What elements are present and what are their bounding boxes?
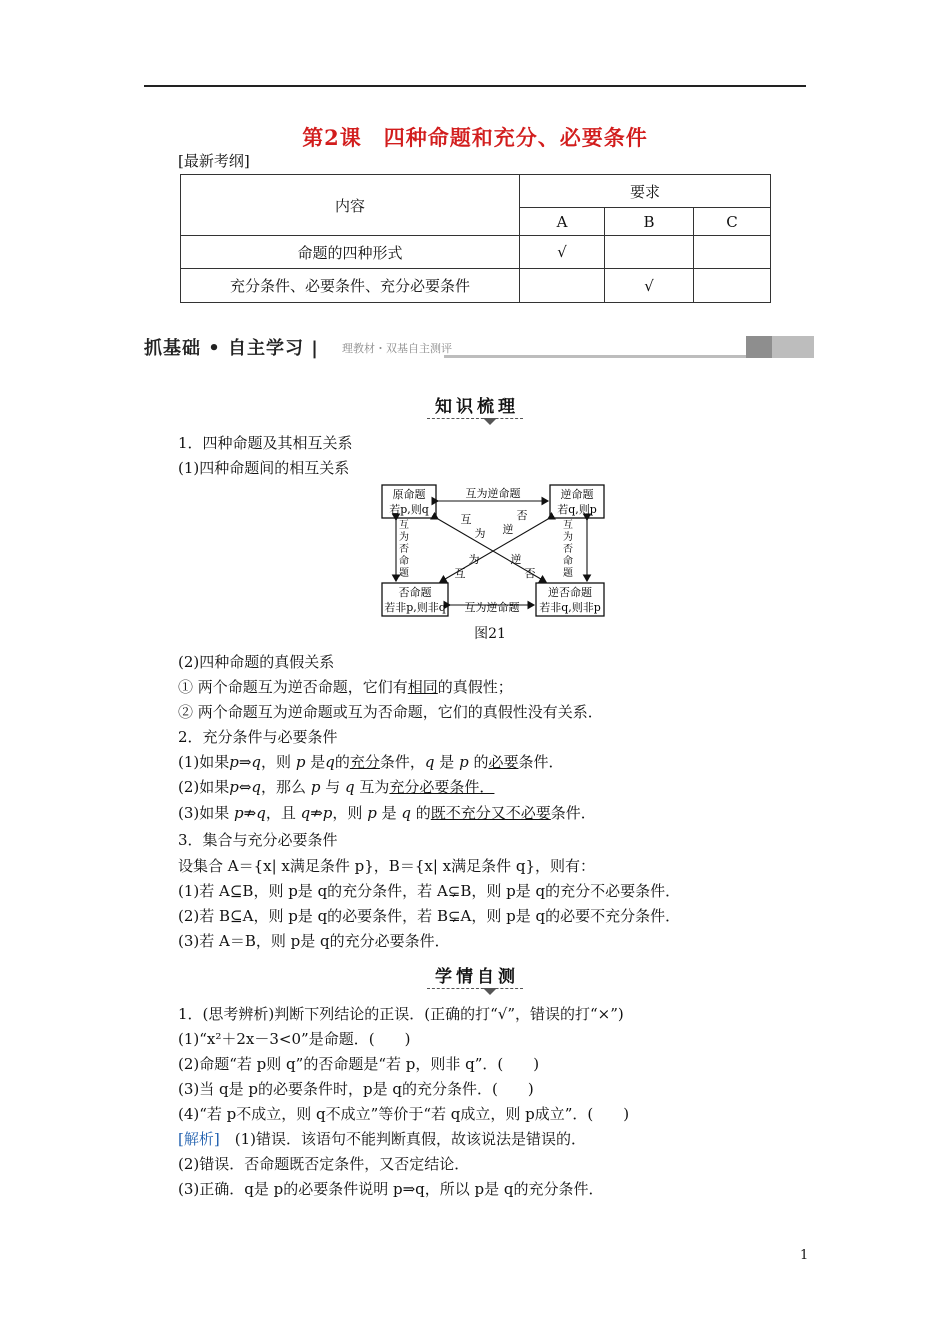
k-heading-1-1: (1)四种命题间的相互关系 bbox=[178, 459, 350, 477]
diag1-3: 否 bbox=[524, 567, 536, 580]
band-subtitle: 理教材・双基自主测评 bbox=[342, 342, 452, 355]
k-suff-2: (2)如果p⇔q，那么 p 与 q 互为充分必要条件． bbox=[178, 778, 495, 796]
answer-1: [解析] (1)错误．该语句不能判断真假，故该说法是错误的． bbox=[178, 1130, 586, 1148]
k-set-1: (1)若 A⊆B，则 p是 q的充分条件，若 A⊊B，则 p是 q的充分不必要条件． bbox=[178, 882, 681, 900]
page-number: 1 bbox=[800, 1248, 809, 1263]
row-c bbox=[694, 269, 771, 303]
answer-2: (2)错误．否命题既否定条件，又否定结论． bbox=[178, 1155, 470, 1173]
section-band bbox=[144, 334, 814, 358]
k-suff-1: (1)如果p⇒q，则 p 是q的充分条件，q 是 p 的必要条件． bbox=[178, 753, 564, 771]
k-suff-3: (3)如果 p⇏q，且 q⇏p，则 p 是 q 的既不充分又不必要条件． bbox=[178, 804, 596, 822]
diag2-0: 互 bbox=[454, 567, 466, 580]
label-right-0: 互 bbox=[563, 520, 573, 531]
box-contra-line2: 若非q,则非p bbox=[539, 601, 601, 614]
row-b bbox=[605, 236, 694, 269]
row-a bbox=[520, 269, 605, 303]
level-a: A bbox=[520, 208, 605, 236]
k-set-0: 设集合 A＝{x| x满足条件 p}，B＝{x| x满足条件 q}，则有： bbox=[178, 857, 596, 875]
k-heading-1-2: (2)四种命题的真假关系 bbox=[178, 653, 335, 671]
requirements-table bbox=[180, 174, 771, 303]
label-right-2: 否 bbox=[563, 544, 573, 555]
diag2-1: 为 bbox=[468, 553, 480, 566]
header-rule bbox=[144, 85, 806, 87]
k-heading-3: 3．集合与充分必要条件 bbox=[178, 831, 338, 849]
box-inverse-line1: 否命题 bbox=[398, 586, 432, 599]
analysis-tag: [解析] bbox=[178, 1130, 220, 1148]
label-right-3: 命 bbox=[563, 556, 573, 567]
box-converse-line1: 逆命题 bbox=[560, 488, 594, 501]
label-top: 互为逆命题 bbox=[465, 487, 521, 500]
page-title: 第2课 四种命题和充分、必要条件 bbox=[302, 125, 648, 150]
k-set-3: (3)若 A＝B，则 p是 q的充分必要条件． bbox=[178, 932, 450, 950]
test-item-1: (1)“x²＋2x－3<0”是命题．( ) bbox=[178, 1030, 411, 1048]
k-truth-2: ② 两个命题互为逆命题或互为否命题，它们的真假性没有关系． bbox=[178, 703, 603, 721]
box-original-line1: 原命题 bbox=[392, 488, 426, 501]
label-right-4: 题 bbox=[563, 568, 573, 579]
answer-3: (3)正确．q是 p的必要条件说明 p⇒q，所以 p是 q的充分条件． bbox=[178, 1180, 604, 1198]
label-left-0: 互 bbox=[399, 520, 409, 531]
row-b: √ bbox=[605, 269, 694, 303]
label-left-3: 命 bbox=[399, 556, 409, 567]
diag1-0: 互 bbox=[460, 513, 472, 526]
test-item-2: (2)命题“若 p则 q”的否命题是“若 p，则非 q”．( ) bbox=[178, 1055, 540, 1073]
label-right-1: 为 bbox=[563, 532, 573, 543]
k-heading-2: 2．充分条件与必要条件 bbox=[178, 728, 338, 746]
label-left-2: 否 bbox=[399, 544, 409, 555]
test-item-4: (4)“若 p不成立，则 q不成立”等价于“若 q成立，则 p成立”．( ) bbox=[178, 1105, 630, 1123]
exam-outline-label: [最新考纲] bbox=[178, 152, 250, 170]
k-truth-1: ① 两个命题互为逆否命题，它们有相同的真假性； bbox=[178, 678, 513, 696]
figure-caption: 图21 bbox=[474, 626, 506, 642]
test-question: 1．(思考辨析)判断下列结论的正误．(正确的打“√”，错误的打“×”) bbox=[178, 1005, 624, 1023]
row-content: 充分条件、必要条件、充分必要条件 bbox=[181, 269, 520, 303]
band-title: 抓基础 • 自主学习 | bbox=[144, 338, 319, 359]
diag1-1: 为 bbox=[474, 527, 486, 540]
label-left-1: 为 bbox=[399, 532, 409, 543]
k-set-2: (2)若 B⊆A，则 p是 q的必要条件，若 B⊊A，则 p是 q的必要不充分条件． bbox=[178, 907, 681, 925]
test-item-3: (3)当 q是 p的必要条件时，p是 q的充分条件．( ) bbox=[178, 1080, 534, 1098]
header-requirement: 要求 bbox=[520, 175, 771, 208]
table-row bbox=[181, 236, 771, 269]
row-a: √ bbox=[520, 236, 605, 269]
section-heading-selftest: 学情自测 bbox=[0, 962, 950, 989]
heading-arrow-icon bbox=[483, 418, 497, 425]
diag2-2: 逆 bbox=[502, 523, 514, 536]
diag1-2: 逆 bbox=[510, 553, 522, 566]
box-converse-line2: 若q,则p bbox=[557, 503, 597, 516]
table-row bbox=[181, 269, 771, 303]
band-block-light bbox=[772, 336, 814, 358]
label-bottom: 互为逆命题 bbox=[464, 601, 520, 614]
four-propositions-diagram bbox=[380, 483, 606, 619]
box-contra-line1: 逆否命题 bbox=[548, 586, 592, 599]
row-c bbox=[694, 236, 771, 269]
section-heading-knowledge: 知识梳理 bbox=[0, 392, 950, 419]
diag2-3: 否 bbox=[516, 509, 528, 522]
band-block-dark bbox=[746, 336, 772, 358]
level-c: C bbox=[694, 208, 771, 236]
row-content: 命题的四种形式 bbox=[181, 236, 520, 269]
box-original-line2: 若p,则q bbox=[389, 503, 429, 516]
box-inverse-line2: 若非p,则非q bbox=[384, 601, 446, 614]
level-b: B bbox=[605, 208, 694, 236]
k-heading-1: 1．四种命题及其相互关系 bbox=[178, 434, 353, 452]
label-left-4: 题 bbox=[399, 568, 409, 579]
header-content: 内容 bbox=[181, 175, 520, 236]
heading-arrow-icon bbox=[483, 988, 497, 995]
